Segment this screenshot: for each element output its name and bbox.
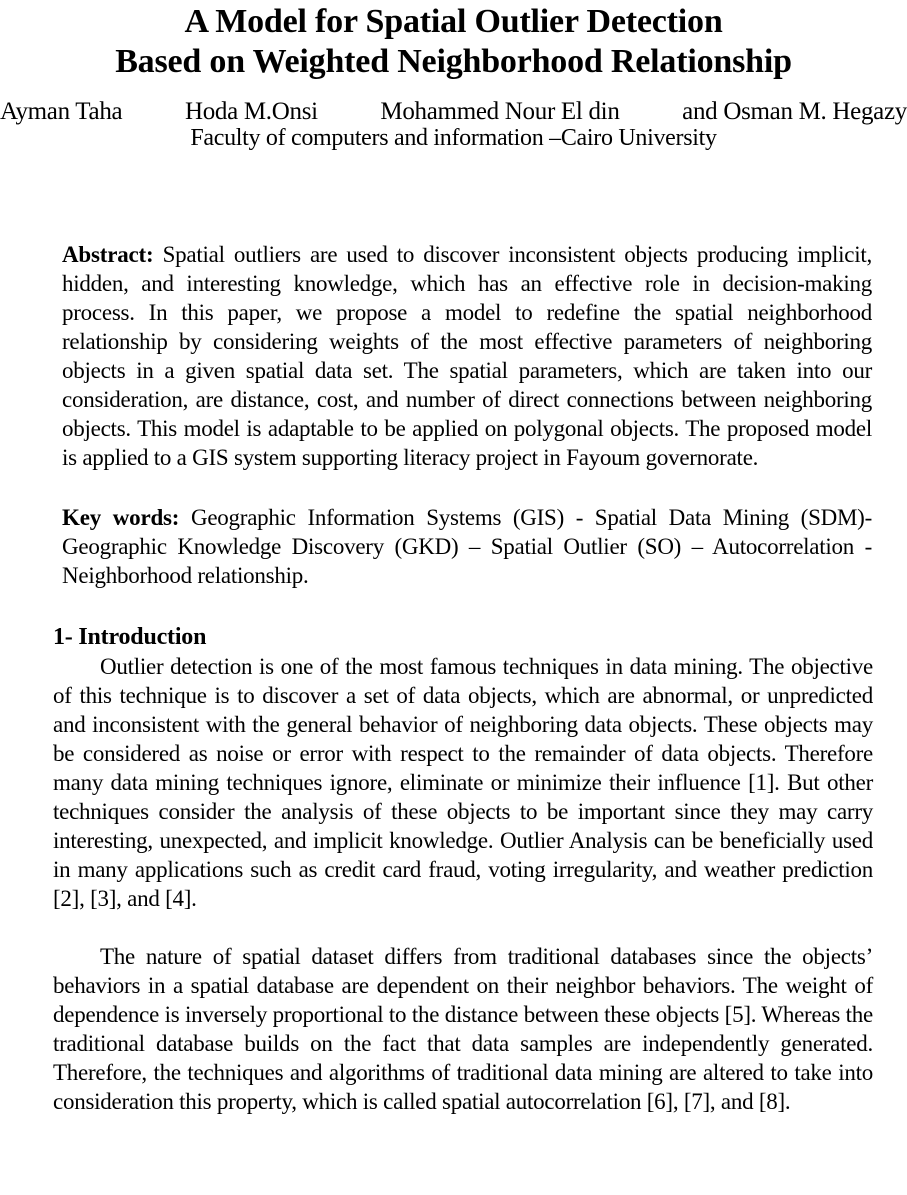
intro-paragraph-2: The nature of spatial dataset differs from traditional databases since the objects’ behaviors in a spatial database are dependent on their neighbor behaviors. The weight of dependence is inversely proportional to the distance between these objects [5]. Whereas the traditional database builds on the fact that data samples are independently generated. Therefore, the techniques and algorithms of traditional data mining are altered to take into consideration this property, which is called spatial autocorrelation [6], [7], and [8]. — [53, 944, 873, 1114]
abstract-text: Spatial outliers are used to discover inconsistent objects producing implicit, hidden, and interesting knowledge, which has an effective role in decision-making process. In this paper, we propose a model to redefine the spatial neighborhood relationship by considering weights of the most effective parameters of neighboring objects in a given spatial data set. The spatial parameters, which are taken into our consideration, are distance, cost, and number of direct connections between neighboring objects. This model is adaptable to be applied on polygonal objects. The proposed model is applied to a GIS system supporting literacy project in Fayoum governorate. — [62, 242, 873, 470]
affiliation: Faculty of computers and information –Cairo University — [190, 125, 717, 151]
keywords-block — [62, 503, 872, 590]
author-3: Mohammed Nour El din — [380, 98, 620, 125]
authors-row — [0, 98, 907, 125]
abstract-paragraph — [62, 240, 872, 472]
section-heading-introduction: 1- Introduction — [53, 624, 207, 650]
keywords-paragraph — [62, 503, 872, 590]
author-1: Ayman Taha — [0, 98, 123, 125]
author-2: Hoda M.Onsi — [184, 98, 318, 125]
section-introduction — [53, 623, 873, 1116]
paper-title — [0, 0, 907, 82]
paper-title-line1: A Model for Spatial Outlier Detection — [184, 3, 723, 40]
author-4: and Osman M. Hegazy — [682, 98, 907, 125]
paper-title-line2: Based on Weighted Neighborhood Relationship — [115, 43, 792, 80]
keywords-text: Geographic Information Systems (GIS) - Spatial Data Mining (SDM)-Geographic Knowledge Discovery (GKD) – Spatial Outlier (SO) – Autocorrelation - Neighborhood relationship. — [62, 505, 872, 588]
keywords-label: Key words: — [62, 505, 180, 530]
intro-paragraph-1: Outlier detection is one of the most famous techniques in data mining. The objective of this technique is to discover a set of data objects, which are abnormal, or unpredicted and inconsistent with the general behavior of neighboring data objects. These objects may be considered as noise or error with respect to the remainder of data objects. Therefore many data mining techniques ignore, eliminate or minimize their influence [1]. But other techniques consider the analysis of these objects to be important since they may carry interesting, unexpected, and implicit knowledge. Outlier Analysis can be beneficially used in many applications such as credit card fraud, voting irregularity, and weather prediction [2], [3], and [4]. — [53, 654, 873, 911]
abstract-label: Abstract: — [62, 242, 154, 267]
abstract-block — [62, 240, 872, 472]
